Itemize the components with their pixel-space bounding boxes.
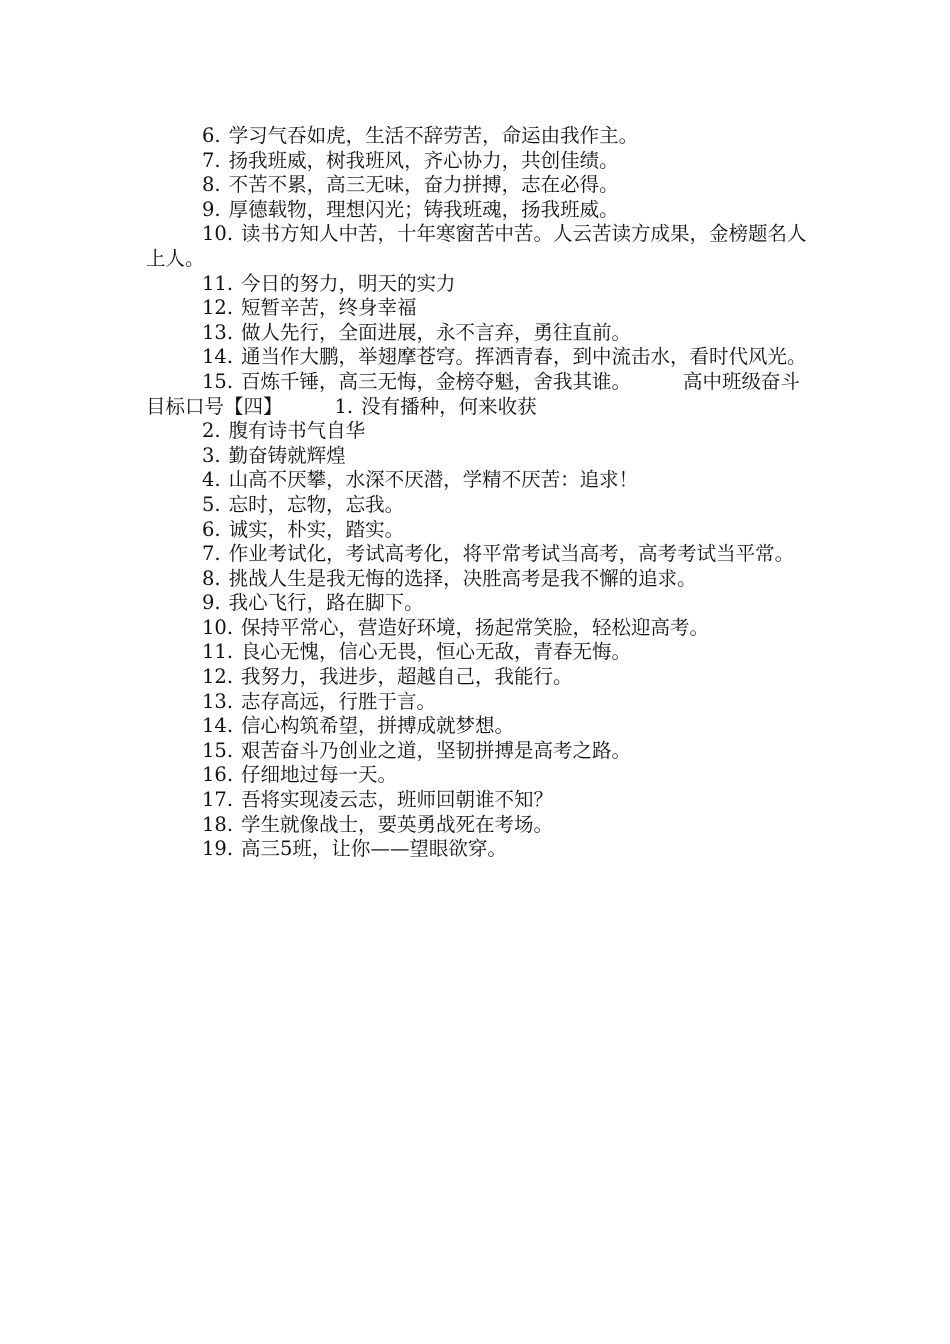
list-item: 19. 高三5班，让你——望眼欲穿。 (202, 837, 507, 861)
list-item: 11. 良心无愧，信心无畏，恒心无敌，青春无悔。 (202, 640, 632, 664)
list-item: 9. 我心飞行，路在脚下。 (202, 591, 424, 615)
list-item: 10. 保持平常心，营造好环境，扬起常笑脸，轻松迎高考。 (202, 615, 710, 639)
list-item: 5. 忘时，忘物，忘我。 (202, 492, 405, 516)
list-item: 6. 诚实，朴实，踏实。 (202, 517, 405, 541)
list-item: 11. 今日的努力，明天的实力 (202, 271, 456, 295)
list-item: 18. 学生就像战士，要英勇战死在考场。 (202, 812, 554, 836)
list-item: 15. 艰苦奋斗乃创业之道，坚韧拼搏是高考之路。 (202, 738, 632, 762)
section-heading: 高中班级奋斗目标口号【四】 (146, 369, 801, 418)
list-item: 13. 志存高远，行胜于言。 (202, 689, 437, 713)
list-item: 2. 腹有诗书气自华 (202, 419, 366, 443)
list-item-with-heading: 15. 百炼千锤，高三无悔，金榜夺魁，舍我其谁。 高中班级奋斗目标口号【四】 1. 没有播种，何来收获 (146, 369, 801, 418)
list-item: 4. 山高不厌攀，水深不厌潜，学精不厌苦：追求！ (202, 468, 639, 492)
list-item: 13. 做人先行，全面进展，永不言弃，勇往直前。 (202, 320, 632, 344)
list-item: 16. 仔细地过每一天。 (202, 763, 398, 787)
list-item: 6. 学习气吞如虎，生活不辞劳苦，命运由我作主。 (202, 124, 639, 147)
list-item: 14. 信心构筑希望，拼搏成就梦想。 (202, 714, 515, 738)
list-item: 9. 厚德载物，理想闪光；铸我班魂，扬我班威。 (202, 197, 619, 221)
list-item: 7. 扬我班威，树我班风，齐心协力，共创佳绩。 (202, 148, 619, 172)
list-item: 7. 作业考试化，考试高考化，将平常考试当高考，高考考试当平常。 (202, 542, 795, 566)
list-item: 3. 勤奋铸就辉煌 (202, 443, 346, 467)
list-item: 8. 挑战人生是我无悔的选择，决胜高考是我不懈的追求。 (202, 566, 697, 590)
list-item: 12. 短暂辛苦，终身幸福 (202, 296, 417, 320)
list-item: 8. 不苦不累，高三无味，奋力拼搏，志在必得。 (202, 173, 619, 197)
list-item: 17. 吾将实现凌云志，班师回朝谁不知？ (202, 788, 554, 812)
list-item: 10. 读书方知人中苦，十年寒窗苦中苦。人云苦读方成果，金榜题名人上人。 (146, 222, 807, 270)
list-item: 12. 我努力，我进步，超越自己，我能行。 (202, 665, 573, 689)
slogan-list (146, 124, 810, 862)
list-item: 14. 通当作大鹏，举翅摩苍穹。挥洒青春，到中流击水，看时代风光。 (202, 345, 807, 369)
